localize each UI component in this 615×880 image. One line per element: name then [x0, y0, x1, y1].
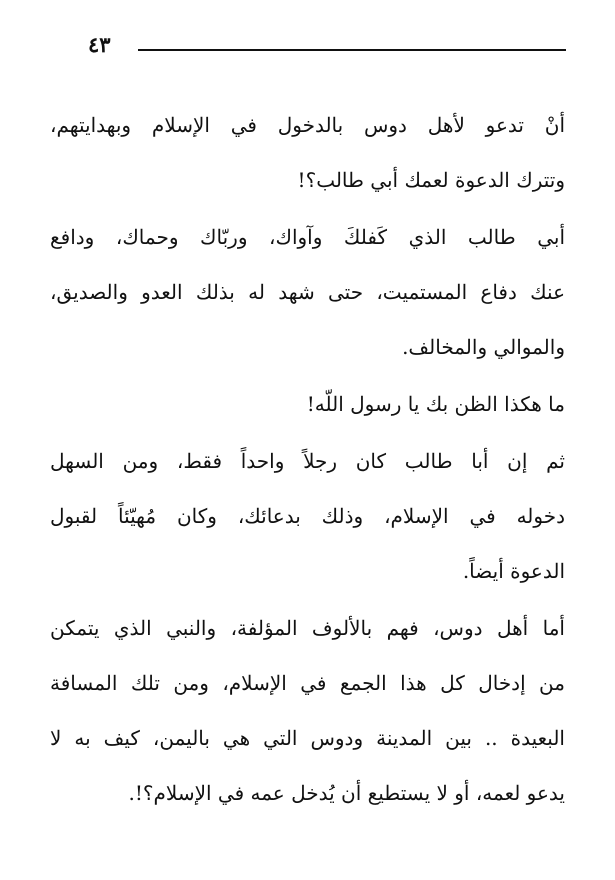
text-line: أما أهل دوس، فهم بالألوف المؤلفة، والنبي الذي يتمكن — [50, 616, 565, 640]
text-line: الدعوة أيضاً. — [462, 559, 565, 583]
body-text — [50, 98, 565, 821]
text-line: ثم إن أبا طالب كان رجلاً واحداً فقط، ومن السهل — [50, 449, 565, 473]
text-line: أنْ تدعو لأهل دوس بالدخول في الإسلام وبهدايتهم، — [50, 113, 565, 137]
text-line: ما هكذا الظن بك يا رسول اللّه! — [306, 392, 565, 416]
text-line: أبي طالب الذي كَفلكَ وآواك، وربّاك وحماك، ودافع — [50, 225, 565, 249]
header-rule — [138, 49, 566, 51]
text-line: دخوله في الإسلام، وذلك بدعائك، وكان مُهيّئاً لقبول — [50, 504, 565, 528]
text-line: يدعو لعمه، أو لا يستطيع أن يُدخل عمه في الإسلام؟!. — [128, 781, 565, 805]
page-header — [88, 30, 566, 60]
text-line: والموالي والمخالف. — [402, 335, 565, 359]
text-line: وتترك الدعوة لعمك أبي طالب؟! — [297, 168, 565, 192]
text-line: عنك دفاع المستميت، حتى شهد له بذلك العدو والصديق، — [50, 280, 565, 304]
text-line: البعيدة .. بين المدينة ودوس التي هي باليمن، كيف به لا — [50, 726, 565, 750]
page-number: ٤٣ — [88, 32, 111, 57]
text-line: من إدخال كل هذا الجمع في الإسلام، ومن تلك المسافة — [50, 671, 565, 695]
